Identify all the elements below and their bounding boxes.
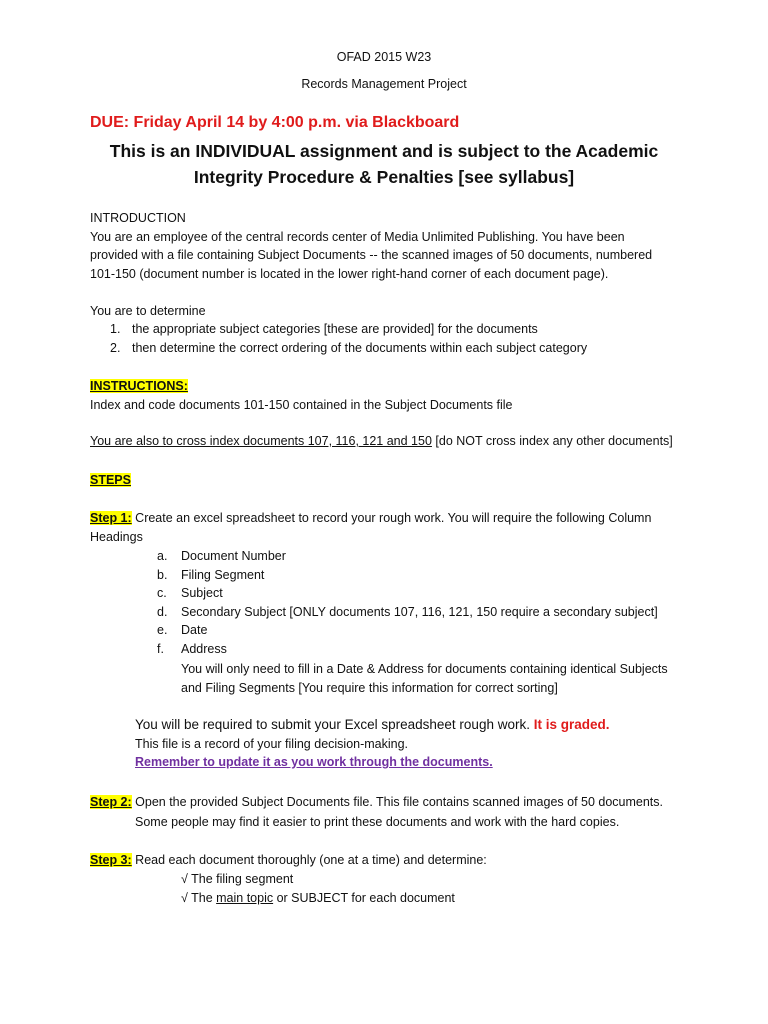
determine-text: You are to determine <box>90 304 206 318</box>
remember-link: Remember to update it as you work through the documents. <box>135 755 493 769</box>
submit-block <box>135 716 695 772</box>
list-item: a. Document Number <box>157 549 286 563</box>
integrity-line-2: Integrity Procedure & Penalties [see syllabus] <box>193 167 575 187</box>
step1-section <box>90 509 700 546</box>
determine-list <box>110 320 587 357</box>
step3-section <box>90 851 700 870</box>
instructions-heading: INSTRUCTIONS: <box>90 379 188 393</box>
list-item: f. Address <box>157 641 227 656</box>
step2-label: Step 2: <box>90 795 132 809</box>
intro-line: 101-150 (document number is located in the lower right-hand corner of each document page). <box>90 266 609 281</box>
project-title: Records Management Project <box>301 77 467 91</box>
list-item: c. Subject <box>157 586 223 600</box>
step3-checklist <box>181 870 455 907</box>
instructions-line: Index and code documents 101-150 contained in the Subject Documents file <box>90 397 513 412</box>
list-item: 1. the appropriate subject categories [these are provided] for the documents <box>110 322 538 336</box>
list-item: b. Filing Segment <box>157 567 265 582</box>
intro-line: provided with a file containing Subject Documents -- the scanned images of 50 documents, numbered <box>90 248 653 262</box>
checklist-item: √ The filing segment <box>181 872 294 886</box>
step1-text-cont: Headings <box>90 529 143 544</box>
introduction-heading: INTRODUCTION <box>90 211 186 225</box>
due-date: DUE: Friday April 14 by 4:00 p.m. via Blackboard <box>90 114 460 131</box>
introduction-section <box>90 209 690 283</box>
record-text: This file is a record of your filing decision-making. <box>135 736 409 751</box>
list-item: e. Date <box>157 623 208 637</box>
cross-index-underlined: You are also to cross index documents 107, 116, 121 and 150 <box>90 434 432 448</box>
graded-text: It is graded. <box>533 717 610 732</box>
submit-text: You will be required to submit your Excel spreadsheet rough work. <box>135 717 534 732</box>
checklist-item: √ The main topic or SUBJECT for each document <box>181 890 455 905</box>
intro-line: You are an employee of the central records center of Media Unlimited Publishing. You have been <box>90 229 625 244</box>
steps-heading: STEPS <box>90 473 131 487</box>
integrity-notice <box>60 138 708 190</box>
cross-index-line <box>90 432 710 451</box>
cross-index-rest: [do NOT cross index any other documents] <box>431 434 673 448</box>
integrity-line-1: This is an INDIVIDUAL assignment and is subject to the Academic <box>109 141 659 161</box>
list-item: d. Secondary Subject [ONLY documents 107, 116, 121, 150 require a secondary subject] <box>157 604 658 619</box>
column-headings-list <box>157 547 658 658</box>
steps-heading-row <box>90 471 690 490</box>
course-code: OFAD 2015 W23 <box>336 50 432 64</box>
step3-label: Step 3: <box>90 853 132 867</box>
instructions-section <box>90 377 690 414</box>
step3-text: Read each document thoroughly (one at a time) and determine: <box>131 853 487 867</box>
list-item: 2. then determine the correct ordering of the documents within each subject category <box>110 340 588 355</box>
step1-note: You will only need to fill in a Date & Address for documents containing identical Subjects and Filing Segments [You require this information for correct sorting] <box>181 662 668 695</box>
step2-section <box>90 793 700 812</box>
step1-label: Step 1: <box>90 511 132 525</box>
step2-text: Open the provided Subject Documents file. This file contains scanned images of 50 documents. <box>131 795 664 809</box>
step1-text: Create an excel spreadsheet to record your rough work. You will require the following Column <box>131 511 652 525</box>
step2-text-cont: Some people may find it easier to print these documents and work with the hard copies. <box>135 815 620 829</box>
